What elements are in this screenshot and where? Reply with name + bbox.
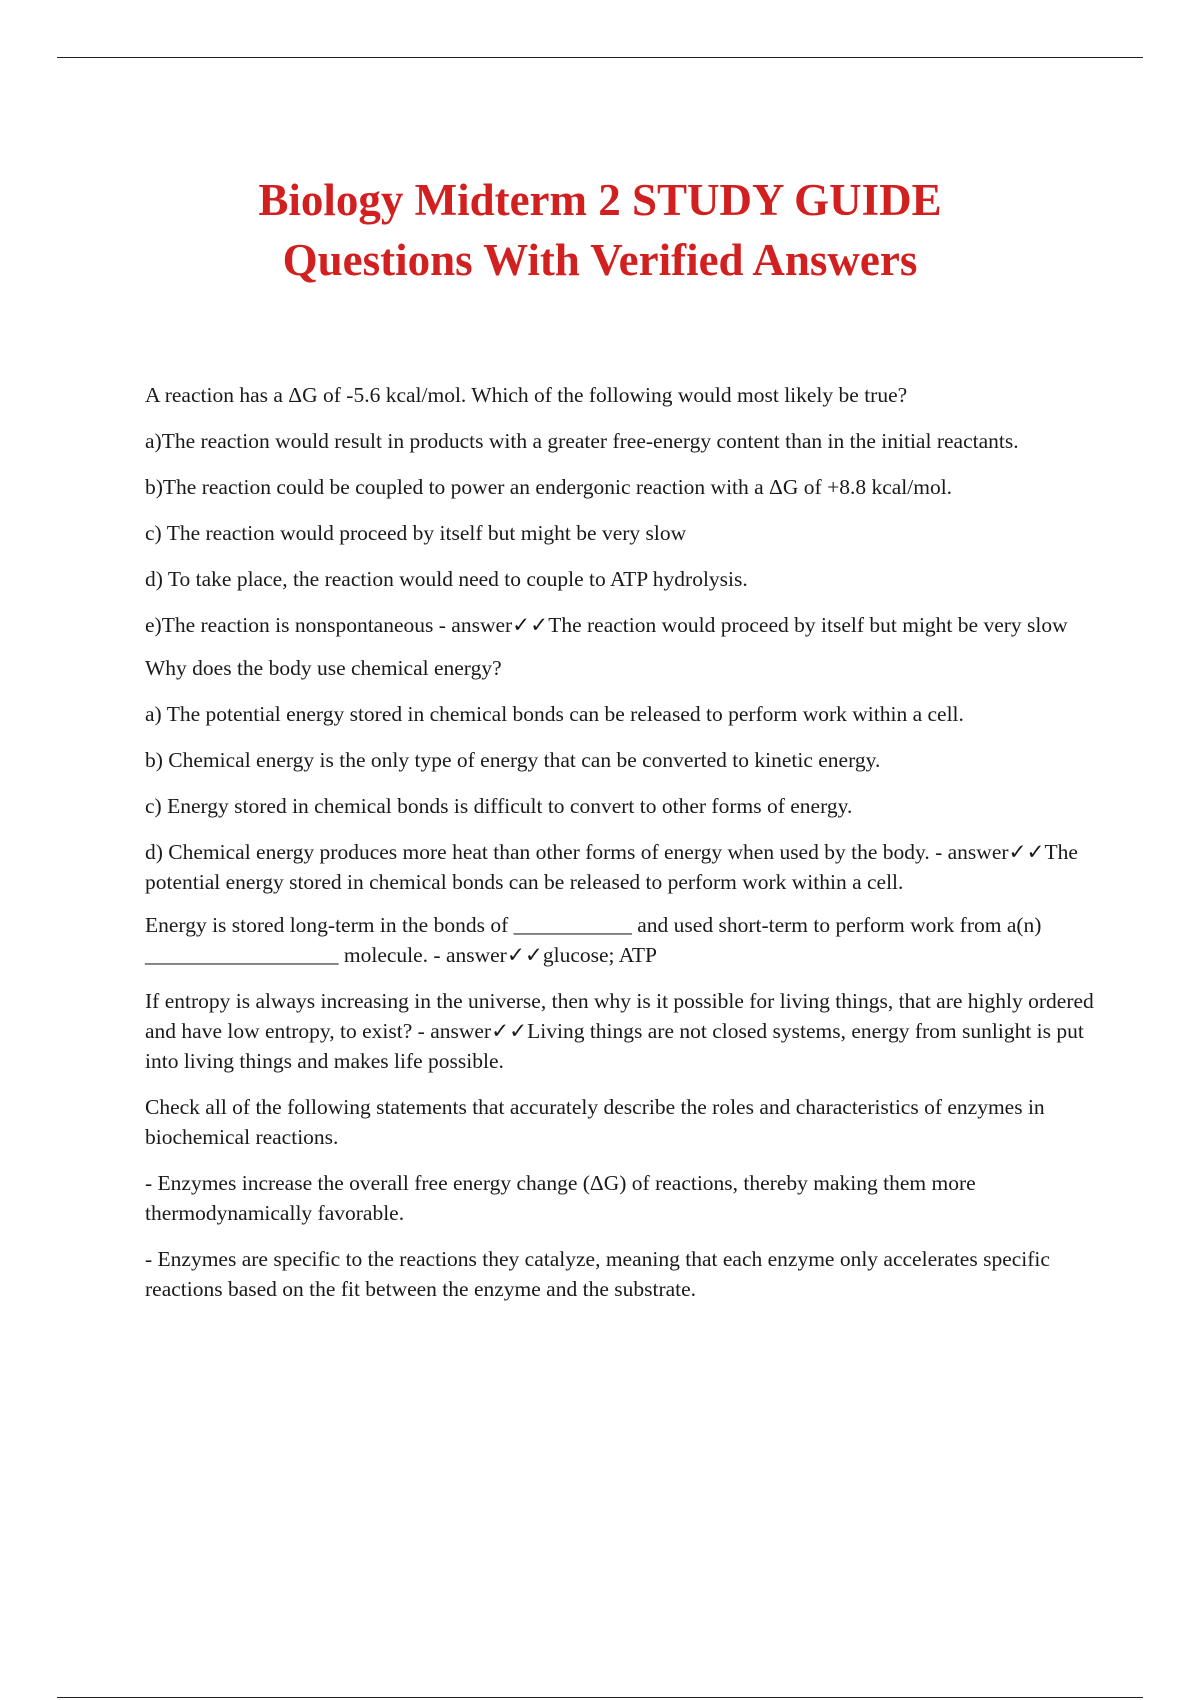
q2-option-d-answer: d) Chemical energy produces more heat than other forms of energy when used by the body. - answer✓✓The potential energy stored in chemical bonds can be released to perform work within a cell. [145, 840, 1078, 894]
question-2: Why does the body use chemical energy? [145, 656, 502, 680]
q1-option-a: a)The reaction would result in products with a greater free-energy content than in the initial reactants. [145, 429, 1019, 453]
q2-option-b: b) Chemical energy is the only type of energy that can be converted to kinetic energy. [145, 748, 881, 772]
question-3-answer: Energy is stored long-term in the bonds of ___________ and used short-term to perform work from a(n) __________________ molecule. - answer✓✓glucose; ATP [145, 913, 1042, 967]
q1-option-e-answer: e)The reaction is nonspontaneous - answer✓✓The reaction would proceed by itself but might be very slow [145, 613, 1068, 637]
document-title [0, 170, 1200, 290]
q5-statement-1: - Enzymes increase the overall free energy change (ΔG) of reactions, thereby making them more thermodynamically favorable. [145, 1171, 976, 1225]
top-rule [57, 57, 1143, 58]
q2-option-a: a) The potential energy stored in chemical bonds can be released to perform work within a cell. [145, 702, 964, 726]
title-line-1: Biology Midterm 2 STUDY GUIDE [258, 175, 942, 225]
question-5: Check all of the following statements that accurately describe the roles and characteristics of enzymes in biochemical reactions. [145, 1095, 1045, 1149]
q1-option-d: d) To take place, the reaction would need to couple to ATP hydrolysis. [145, 567, 748, 591]
q1-option-b: b)The reaction could be coupled to power an endergonic reaction with a ΔG of +8.8 kcal/mol. [145, 475, 953, 499]
question-4-answer: If entropy is always increasing in the universe, then why is it possible for living things, that are highly ordered and have low entropy, to exist? - answer✓✓Living things are not closed systems, energy from sunlight is put into living things and makes life possible. [145, 989, 1094, 1073]
q2-option-c: c) Energy stored in chemical bonds is difficult to convert to other forms of energy. [145, 794, 853, 818]
bottom-rule [57, 1697, 1143, 1698]
title-line-2: Questions With Verified Answers [282, 235, 918, 285]
q5-statement-2: - Enzymes are specific to the reactions they catalyze, meaning that each enzyme only accelerates specific reactions based on the fit between the enzyme and the substrate. [145, 1247, 1050, 1301]
q1-option-c: c) The reaction would proceed by itself but might be very slow [145, 521, 687, 545]
question-1: A reaction has a ΔG of -5.6 kcal/mol. Which of the following would most likely be true? [145, 383, 908, 407]
document-body [145, 380, 1100, 1320]
